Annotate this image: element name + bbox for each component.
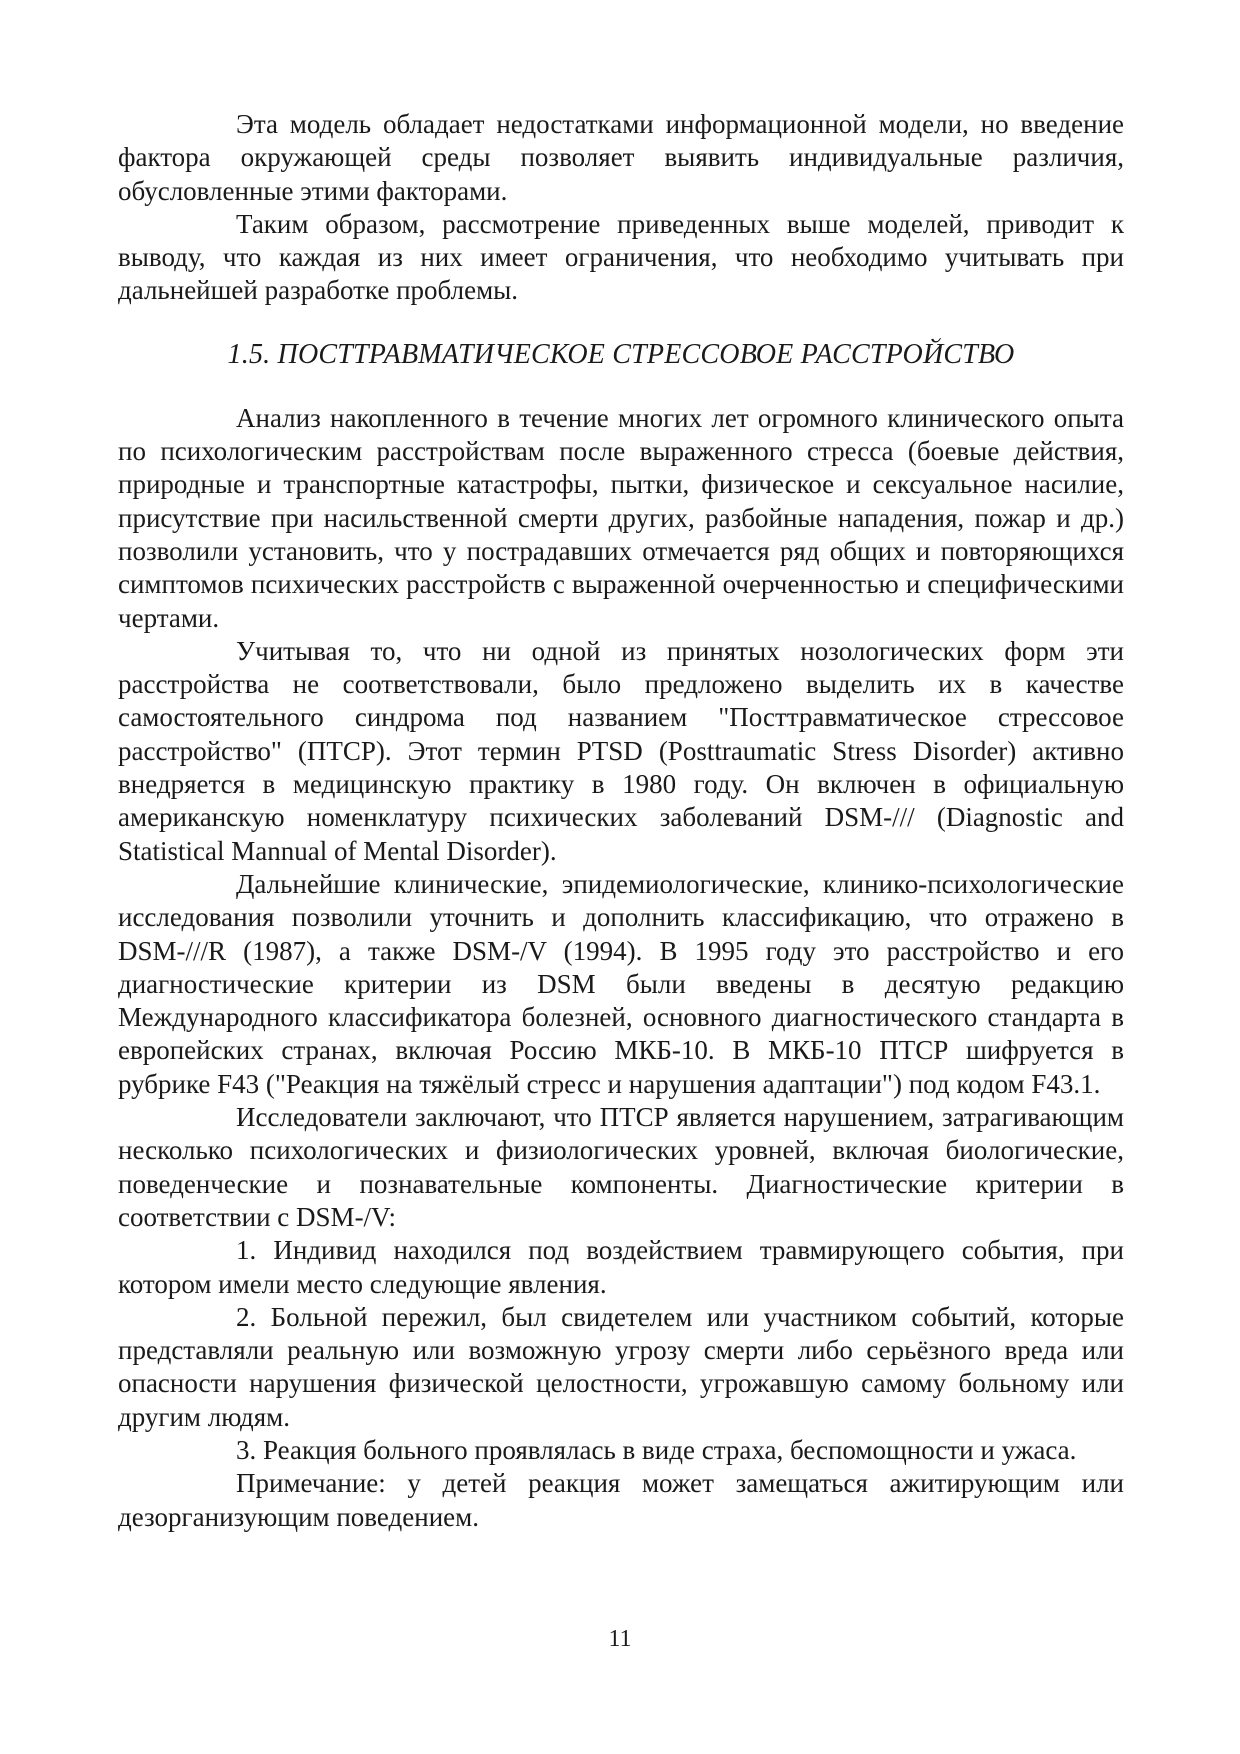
document-page xyxy=(118,108,1124,1534)
paragraph: Анализ накопленного в течение многих лет огромного клинического опыта по психологическим расстройствам после выраженного стресса (боевые действия, природные и транспортные катастрофы, пытки, физическое и сексуальное насилие, присутствие при насильственной смерти других, разбойные нападения, пожар и др.) позволили установить, что у пострадавших отмечается ряд общих и повторяющихся симптомов психических расстройств с выраженной очерченностью и специфическими чертами. xyxy=(118,402,1124,633)
list-item: 3. Реакция больного проявлялась в виде страха, беспомощности и ужаса. xyxy=(236,1434,1077,1465)
paragraph: Учитывая то, что ни одной из принятых нозологических форм эти расстройства не соответствовали, было предложено выделить их в качестве самостоятельного синдрома под названием "Посттравматическое стрессовое расстройство" (ПТСР). Этот термин PTSD (Posttraumatic Stress Disorder) активно внедряется в медицинскую практику в 1980 году. Он включен в официальную американскую номенклатуру психических заболеваний DSM-/// (Diagnostic and Statistical Mannual of Mental Disorder). xyxy=(118,635,1124,866)
paragraph: Эта модель обладает недостатками информационной модели, но введение фактора окружающей среды позволяет выявить индивидуальные различия, обусловленные этими факторами. xyxy=(118,109,1124,206)
paragraph: Исследователи заключают, что ПТСР является нарушением, затрагивающим несколько психологических и физиологических уровней, включая биологические, поведенческие и познавательные компоненты. Диагностические критерии в соответствии с DSM-/V: xyxy=(118,1102,1124,1232)
section-heading: 1.5. ПОСТТРАВМАТИЧЕСКОЕ СТРЕССОВОЕ РАССТРОЙСТВО xyxy=(227,338,1015,370)
paragraph: Дальнейшие клинические, эпидемиологические, клинико-психологические исследования позволили уточнить и дополнить классификацию, что отражено в DSM-///R (1987), а также DSM-/V (1994). В 1995 году это расстройство и его диагностические критерии из DSM были введены в десятую редакцию Международного классификатора болезней, основного диагностического стандарта в европейских странах, включая Россию МКБ-10. В МКБ-10 ПТСР шифруется в рубрике F43 ("Реакция на тяжёлый стресс и нарушения адаптации") под кодом F43.1. xyxy=(118,868,1124,1099)
page-number: 11 xyxy=(608,1626,632,1652)
paragraph: Таким образом, рассмотрение приведенных выше моделей, приводит к выводу, что каждая из них имеет ограничения, что необходимо учитывать при дальнейшей разработке проблемы. xyxy=(118,208,1124,306)
list-item: 1. Индивид находился под воздействием травмирующего события, при котором имели место следующие явления. xyxy=(118,1235,1124,1299)
note-paragraph: Примечание: у детей реакция может замещаться ажитирующим или дезорганизующим поведением. xyxy=(118,1468,1124,1532)
list-item: 2. Больной пережил, был свидетелем или участником событий, которые представляли реальную или возможную угрозу смерти либо серьёзного вреда или опасности нарушения физической целостности, угрожавшую самому больному или другим людям. xyxy=(118,1301,1124,1432)
